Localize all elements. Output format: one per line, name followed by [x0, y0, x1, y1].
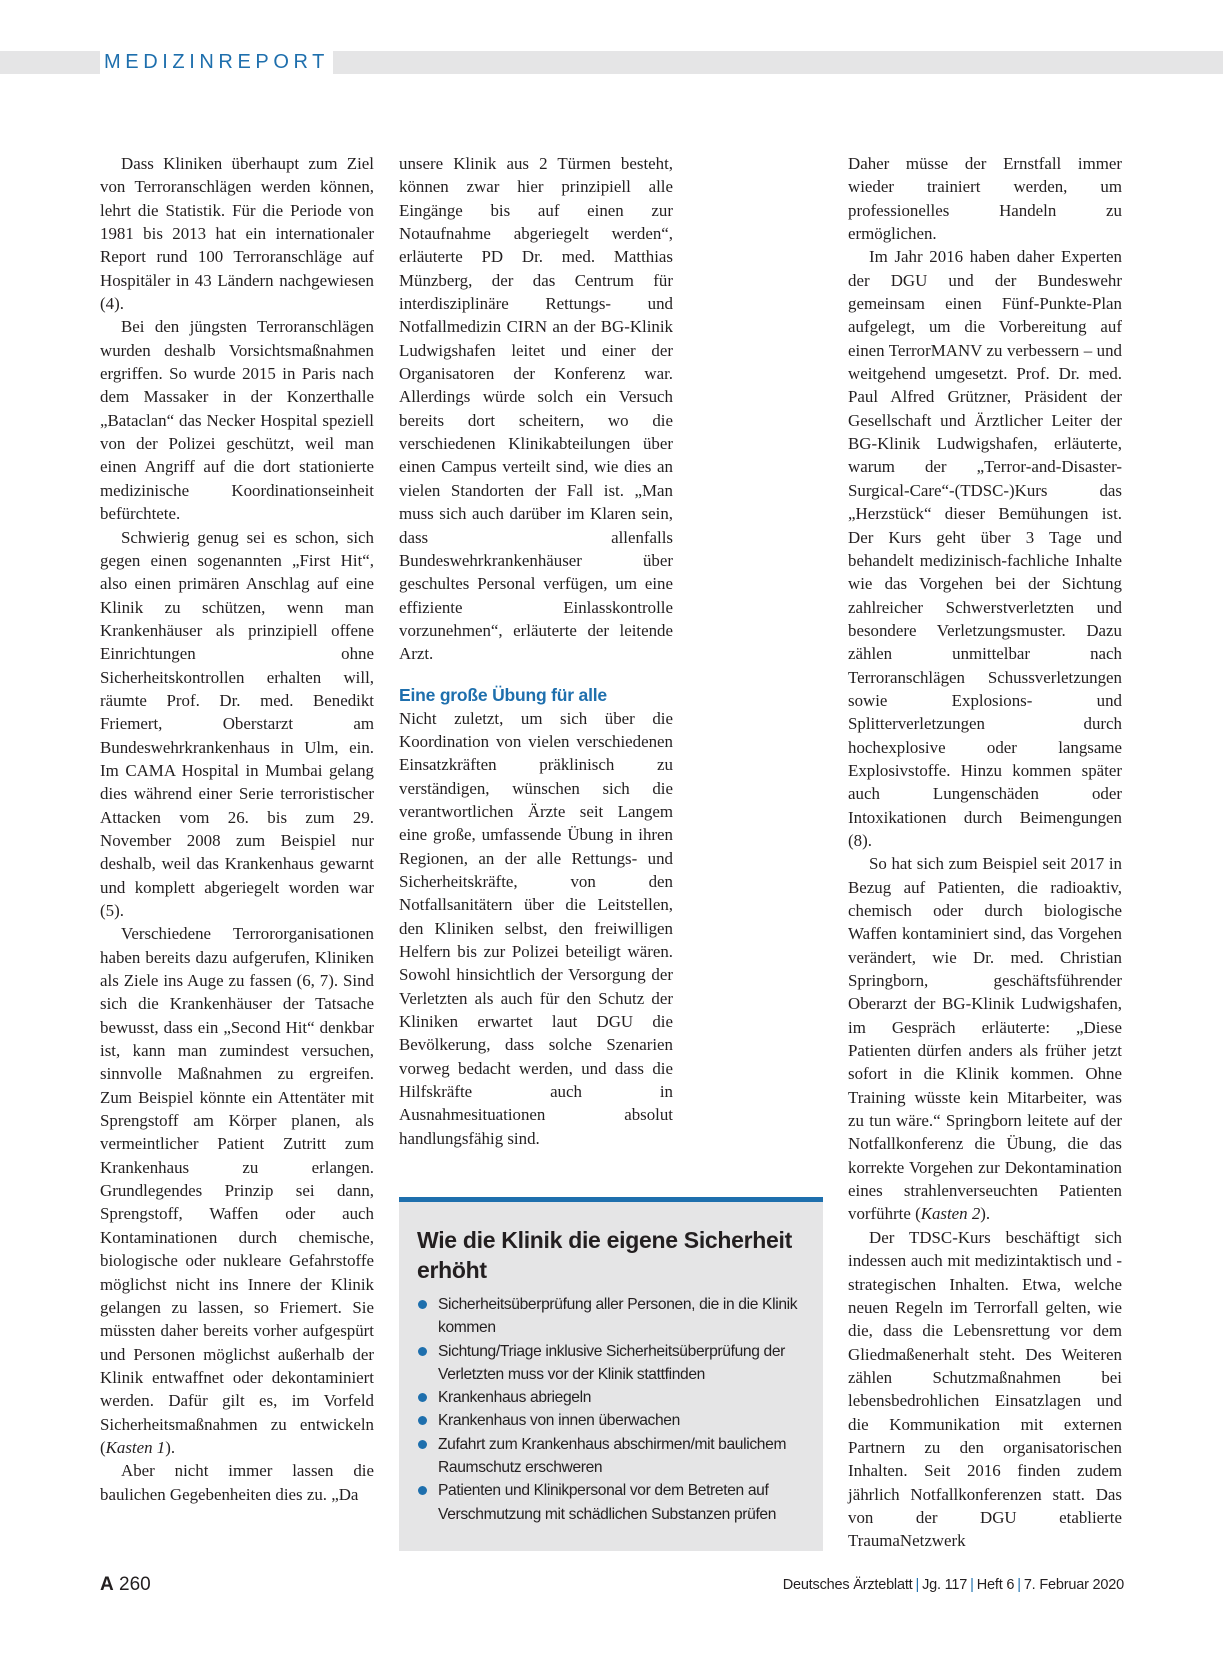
info-box-list	[417, 1293, 805, 1526]
bullet-icon	[418, 1486, 427, 1495]
journal-footer	[783, 1575, 1124, 1595]
list-item-text: Zufahrt zum Krankenhaus abschirmen/mit baulichem Raumschutz erschweren	[438, 1435, 787, 1477]
bullet-icon	[418, 1393, 427, 1402]
page-number	[100, 1573, 151, 1597]
paragraph	[100, 922, 374, 1459]
subheading: Eine große Übung für alle	[399, 684, 607, 705]
list-item-text: Sichtung/Triage inklusive Sicherheitsüberprüfung der Verletzten muss vor der Klinik stattfinden	[438, 1342, 786, 1383]
paragraph: Der TDSC-Kurs beschäftigt sich indessen auch mit medizintaktisch und -strategischen Inhalten. Etwa, welche neuen Regeln im Terrorfall gelten, wie die, dass die Lebensrettung vor dem Gliedmaßenerhalt steht. Des Weiteren zählen Schutzmaßnahmen bei lebensbedrohlichen Einsatzlagen und die Kommunikation mit externen Partnern zu den organisatorischen Inhalten. Seit 2016 finden zudem jährlich Notfallkonferenzen statt. Das von der DGU etablierte TraumaNetzwerk	[848, 1227, 1122, 1551]
list-item-text: Krankenhaus von innen überwachen	[438, 1412, 680, 1430]
list-item	[417, 1479, 805, 1526]
paragraph: Im Jahr 2016 haben daher Experten der DGU und der Bundeswehr gemeinsam einen Fünf-Punkte-Plan aufgelegt, um die Vorbereitung auf einen TerrorMANV zu verbessern – und weitgehend umgesetzt. Prof. Dr. med. Paul Alfred Grützner, Präsident der Gesellschaft und Ärztlicher Leiter der BG-Klinik Ludwigshafen, erläuterte, warum der „Terror-and-Disaster-Surgical-Care“-(TDSC-)Kurs das „Herzstück“ dieser Bemühungen ist. Der Kurs geht über 3 Tage und behandelt medizinisch-fachliche Inhalte wie das Vorgehen bei der Sichtung zahlreicher Schwerstverletzten und besondere Verletzungsmuster. Dazu zählen unmittelbar nach Terroranschlägen Schussverletzungen sowie Explosions- und Splitterverletzungen durch hochexplosive oder langsame Explosivstoffe. Hinzu kommen später auch Lungenschäden oder Intoxikationen durch Beimengungen (8).	[848, 247, 1122, 850]
paragraph: Dass Kliniken überhaupt zum Ziel von Terroranschlägen werden können, lehrt die Statistik. Für die Periode von 1981 bis 2013 hat ein internationaler Report rund 100 Terroranschläge auf Hospitäler in 43 Ländern nachgewiesen (4).	[100, 154, 374, 314]
list-item-text: Sicherheitsüberprüfung aller Personen, die in die Klinik kommen	[438, 1296, 798, 1337]
list-item-text: Patienten und Klinikpersonal vor dem Betreten auf Verschmutzung mit schädlichen Substanzen prüfen	[438, 1482, 777, 1523]
paragraph-text: ).	[165, 1437, 176, 1457]
list-item	[417, 1386, 805, 1409]
paragraph: Nicht zuletzt, um sich über die Koordination von vielen verschiedenen Einsatzkräften präklinisch zu verständigen, wünschen sich die verantwortlichen Ärzte seit Langem eine große, umfassende Übung in ihren Regionen, an der alle Rettungs- und Sicherheitskräfte, von den Notfallsanitätern über die Leitstellen, den Kliniken selbst, den freiwilligen Helfern bis zur Polizei beteiligt wären. Sowohl hinsichtlich der Versorgung der Verletzten als auch für den Schutz der Kliniken erwartet laut DGU die Bevölkerung, dass solche Szenarien vorweg bedacht werden, und dass die Hilfskräfte auch in Ausnahmesituationen absolut handlungsfähig sind.	[399, 708, 673, 1148]
article-column-1	[100, 152, 374, 1506]
bullet-icon	[418, 1347, 427, 1356]
page-prefix: A	[100, 1574, 114, 1595]
section-label: MEDIZINREPORT	[100, 51, 333, 74]
list-item	[417, 1293, 805, 1340]
bullet-icon	[418, 1300, 427, 1309]
article-column-3	[848, 152, 1122, 1553]
paragraph-text: Verschiedene Terrororganisationen haben bereits dazu aufgerufen, Kliniken als Ziele ins Auge zu fassen (6, 7). Sind sich die Krankenhäuser der Tatsache bewusst, dass ein „Second Hit“ denkbar ist, kann man zumindest versuchen, sinnvolle Maßnahmen zu ergreifen. Zum Beispiel könnte ein Attentäter mit Sprengstoff am Körper planen, als vermeintlicher Patient Zutritt zum Krankenhaus zu erlangen. Grundlegendes Prinzip sei dann, Sprengstoff, Waffen oder auch Kontaminationen durch chemische, biologische oder nukleare Gefahrstoffe möglichst nicht ins Innere der Klinik gelangen zu lassen, so Friemert. Sie müssten daher bereits vorher aufgespürt und Personen möglichst außerhalb der Klinik entwaffnet oder dekontaminiert werden. Dafür gilt es, im Vorfeld Sicherheitsmaßnahmen zu entwickeln (	[100, 924, 374, 1457]
separator: |	[1017, 1577, 1021, 1593]
paragraph: Schwierig genug sei es schon, sich gegen einen sogenannten „First Hit“, also einen primären Anschlag auf eine Klinik zu schützen, wenn man Krankenhäuser als prinzipiell offene Einrichtungen ohne Sicherheitskontrollen erhalten will, räumte Prof. Dr. med. Benedikt Friemert, Oberstarzt am Bundeswehrkrankenhaus in Ulm, ein. Im CAMA Hospital in Mumbai gelang dies während einer Serie terroristischer Attacken vom 26. bis zum 29. November 2008 zum Beispiel nur deshalb, weil das Krankenhaus gewarnt und komplett abgeriegelt worden war (5).	[100, 527, 374, 920]
list-item	[417, 1409, 805, 1432]
journal-date: 7. Februar 2020	[1023, 1577, 1124, 1593]
journal-volume: Jg. 117	[922, 1577, 968, 1593]
list-item-text: Krankenhaus abriegeln	[438, 1389, 592, 1407]
box-reference: Kasten 1	[105, 1437, 166, 1457]
separator: |	[915, 1577, 920, 1593]
paragraph: Aber nicht immer lassen die baulichen Gegebenheiten dies zu. „Da	[100, 1461, 374, 1504]
list-item	[417, 1340, 805, 1387]
journal-issue: Heft 6	[976, 1577, 1015, 1593]
paragraph-text: ).	[980, 1204, 991, 1224]
paragraph: Bei den jüngsten Terroranschlägen wurden deshalb Vorsichtsmaßnahmen ergriffen. So wurde 2015 in Paris nach dem Massaker in der Konzerthalle „Bataclan“ das Necker Hospital speziell von der Polizei geschützt, weil man einen Angriff auf die dort stationierte medizinische Koordinationseinheit befürchtete.	[100, 317, 374, 524]
info-box-title: Wie die Klinik die eigene Sicherheit erhöht	[417, 1227, 792, 1283]
bullet-icon	[418, 1440, 427, 1449]
paragraph	[848, 852, 1122, 1226]
paragraph-text: So hat sich zum Beispiel seit 2017 in Bezug auf Patienten, die radioaktiv, chemisch oder durch biologische Waffen kontaminiert sind, das Vorgehen verändert, wie Dr. med. Christian Springborn, geschäftsführender Oberarzt der BG-Klinik Ludwigshafen, im Gespräch erläuterte: „Diese Patienten dürfen anders als früher jetzt sofort in die Klinik kommen. Ohne Training wüsste kein Mitarbeiter, was zu tun wäre.“ Springborn leitete auf der Notfallkonferenz die Übung, die das korrekte Vorgehen zur Dekontamination eines strahlenverseuchten Patienten vorführte (	[848, 854, 1122, 1224]
list-item	[417, 1433, 805, 1480]
journal-name: Deutsches Ärzteblatt	[782, 1577, 913, 1593]
page-number-value: 260	[119, 1574, 151, 1595]
box-reference: Kasten 2	[920, 1204, 981, 1224]
bullet-icon	[418, 1416, 427, 1425]
paragraph: Daher müsse der Ernstfall immer wieder trainiert werden, um professionelles Handeln zu ermöglichen.	[848, 154, 1122, 244]
separator: |	[970, 1577, 974, 1593]
paragraph: unsere Klinik aus 2 Türmen besteht, können zwar hier prinzipiell alle Eingänge bis auf einen zur Notaufnahme abgeriegelt werden“, erläuterte PD Dr. med. Matthias Münzberg, der das Centrum für interdisziplinäre Rettungs- und Notfallmedizin CIRN an der BG-Klinik Ludwigshafen leitet und einer der Organisatoren der Konferenz war. Allerdings würde solch ein Versuch bereits dort scheitern, wo die verschiedenen Klinikabteilungen über einen Campus verteilt sind, wie dies an vielen Standorten der Fall ist. „Man muss sich auch darüber im Klaren sein, dass allenfalls Bundeswehrkrankenhäuser über geschultes Personal verfügen, um eine effiziente Einlasskontrolle vorzunehmen“, erläuterte der leitende Arzt.	[399, 154, 673, 664]
article-column-2	[399, 152, 673, 1150]
info-box	[399, 1197, 823, 1551]
